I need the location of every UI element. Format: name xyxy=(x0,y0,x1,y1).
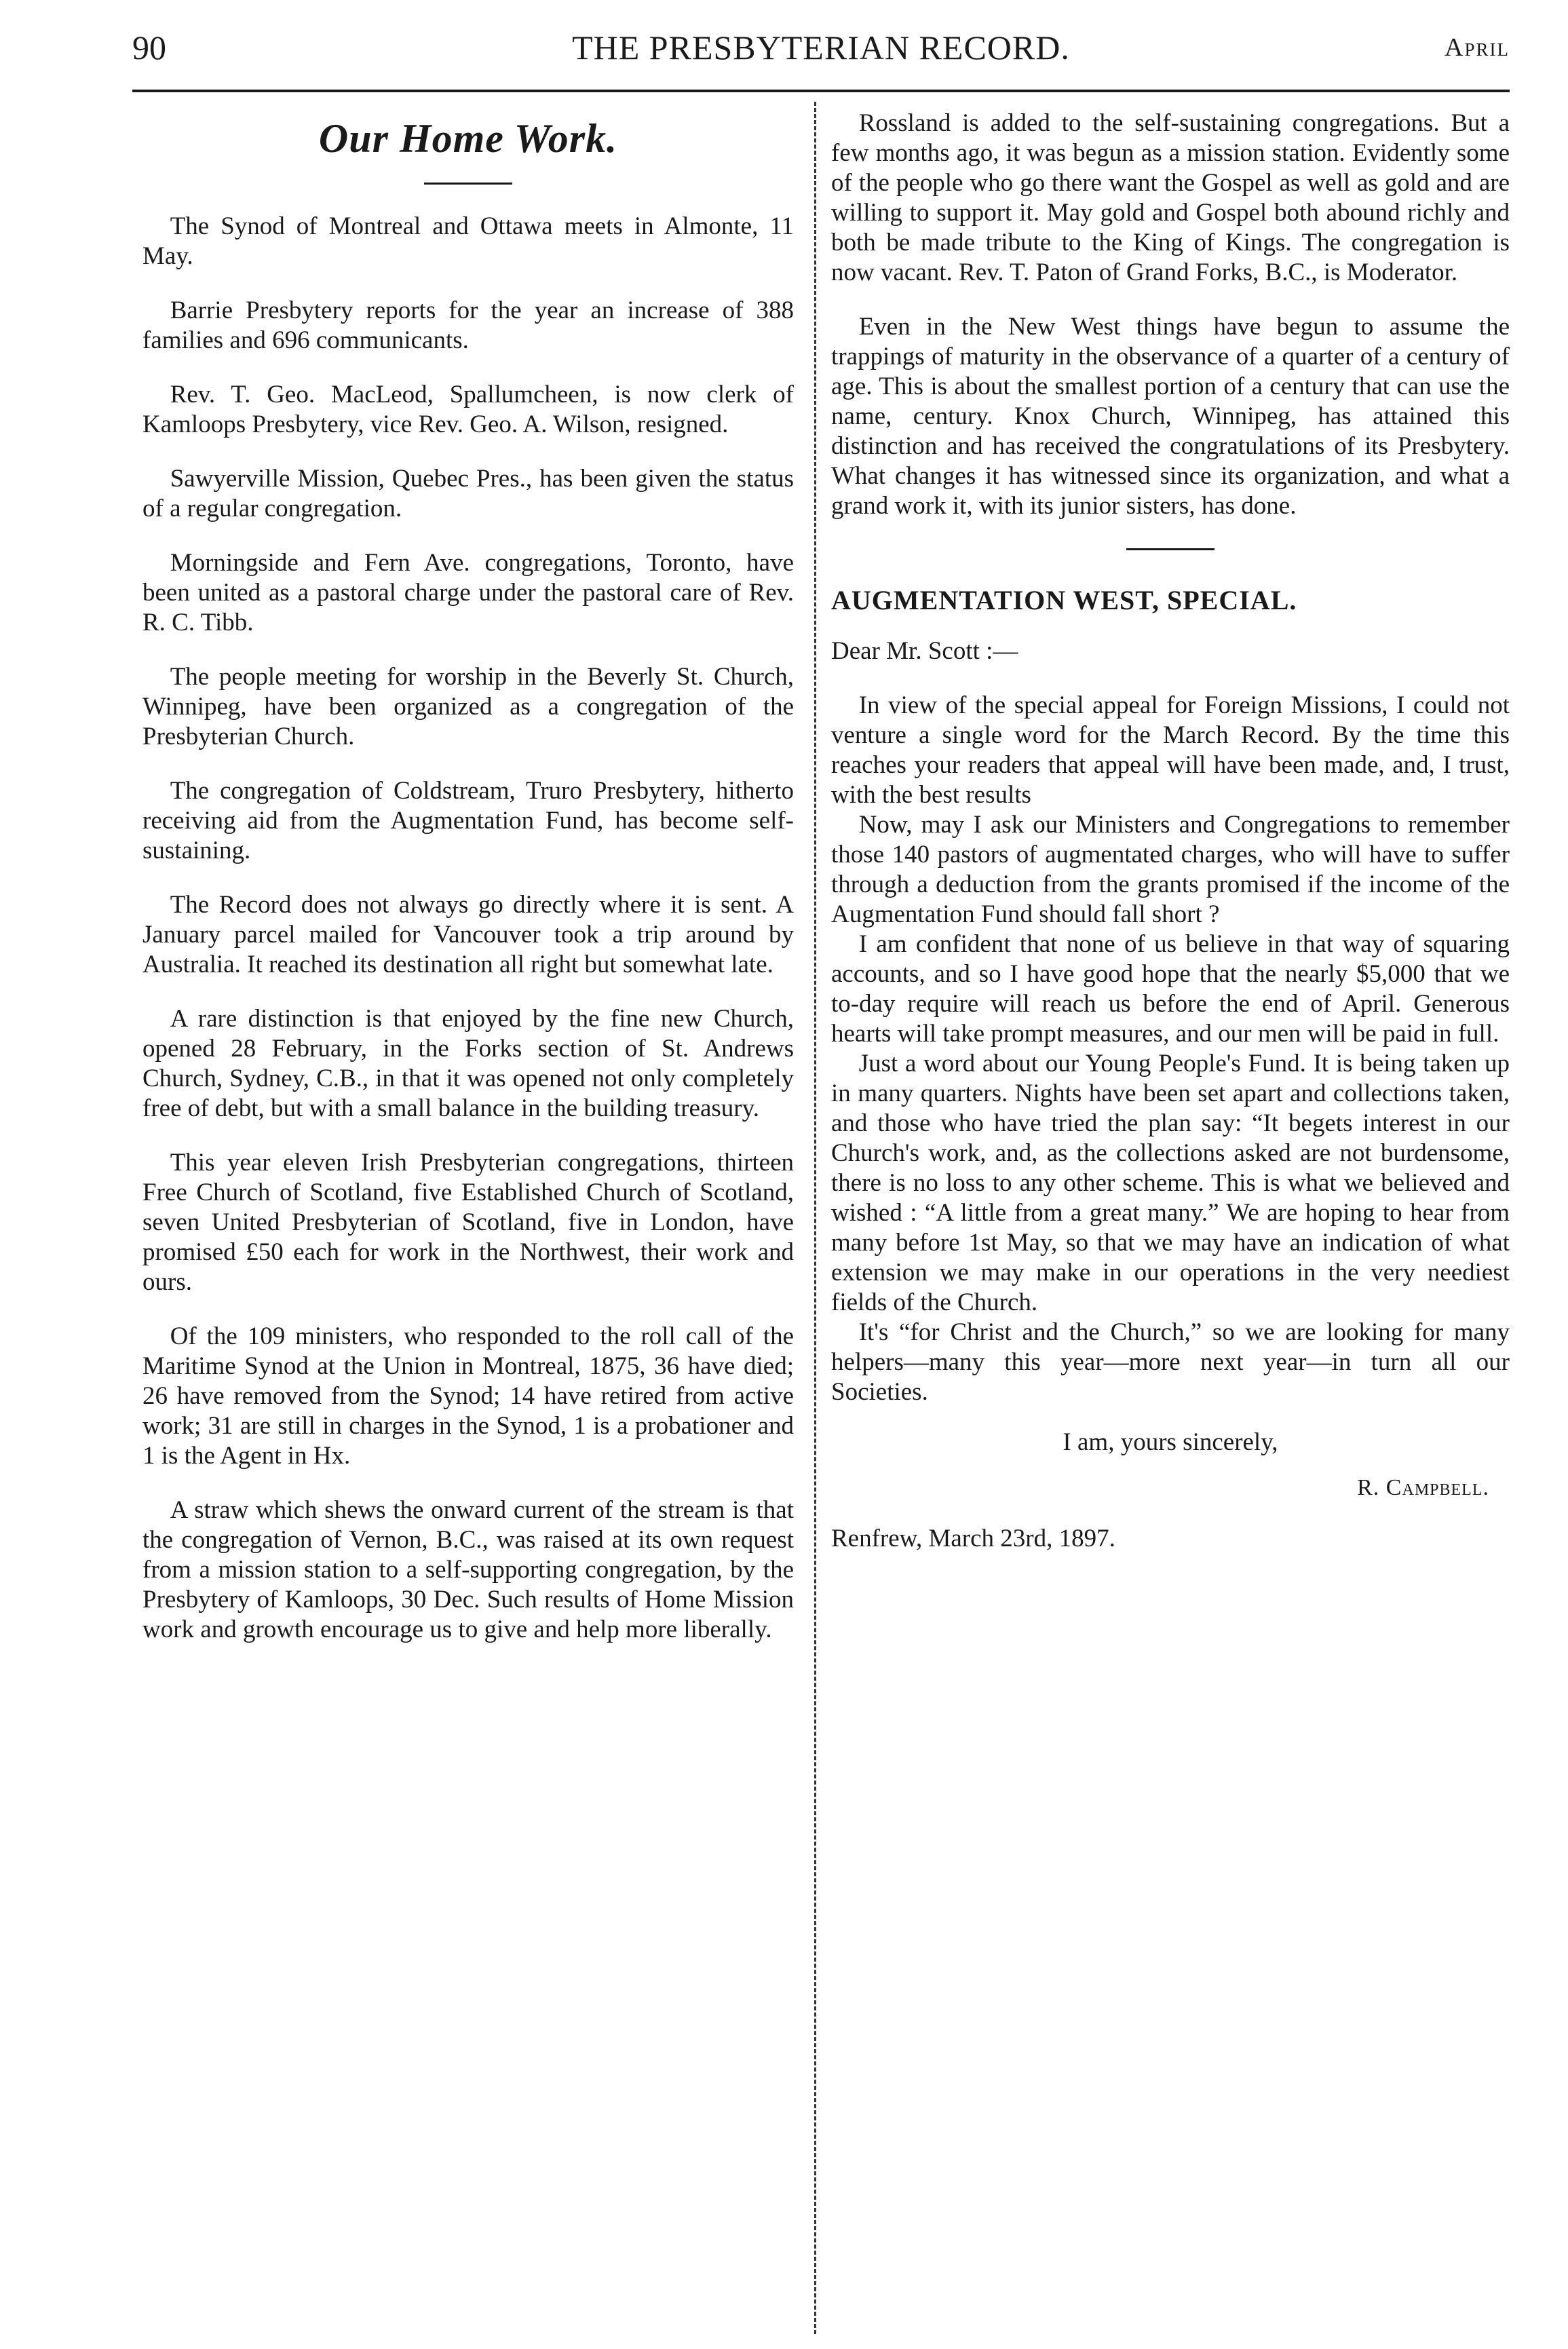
news-item: The people meeting for worship in the Beverly St. Church, Winnipeg, have been organized as a congregation of the Presbyterian Church. xyxy=(142,663,794,750)
news-item: The Synod of Montreal and Ottawa meets in Almonte, 11 May. xyxy=(142,212,794,270)
letter-closing: I am, yours sincerely, xyxy=(1063,1428,1278,1456)
letter-title: AUGMENTATION WEST, SPECIAL. xyxy=(831,585,1297,615)
news-item: A straw which shews the onward current of the stream is that the congregation of Vernon, B.C., was raised at its own request from a mission station to a self-supporting congregation, by the Presbytery of Kamloops, 30 Dec. Such results of Home Mission work and growth encourage us to give and help more liberally. xyxy=(142,1496,794,1643)
running-header xyxy=(132,27,1510,68)
left-column xyxy=(142,109,794,1669)
letter-paragraph: In view of the special appeal for Foreign Missions, I could not venture a single word for the March Record. By the time this reaches your readers that appeal will have been made, and, I trust, with the best results xyxy=(831,691,1510,809)
news-item: The congregation of Coldstream, Truro Presbytery, hitherto receiving aid from the Augmentation Fund, has become self-sustaining. xyxy=(142,777,794,864)
letter-paragraph: Just a word about our Young People's Fund. It is being taken up in many quarters. Nights have been set apart and collections taken, and those who have tried the plan say: “It begets interest in our Church's work, and, as the collections asked are not burdensome, there is no loss to any other scheme. This is what we believed and wished : “A little from a great many.” We are hoping to hear from many before 1st May, so that we may have an indication of what extension we may make in our operations in the very neediest fields of the Church. xyxy=(831,1050,1510,1316)
news-item: Even in the New West things have begun to assume the trappings of maturity in the observance of a quarter of a century of age. This is about the smallest portion of a century that can use the name, century. Knox Church, Winnipeg, has attained this distinction and has received the congratulations of its Presbytery. What changes it has witnessed since its organization, and what a grand work it, with its junior sisters, has done. xyxy=(831,313,1510,520)
letter-signature: R. Campbell. xyxy=(1357,1475,1489,1500)
column-divider xyxy=(814,102,816,2334)
letter-paragraph: Now, may I ask our Ministers and Congregations to remember those 140 pastors of augmentated charges, who will have to suffer through a deduction from the grants promised if the income of the Augmentation Fund should fall short ? xyxy=(831,811,1510,928)
section-heading: Our Home Work. xyxy=(318,116,618,161)
news-item: Barrie Presbytery reports for the year an increase of 388 families and 696 communicants. xyxy=(142,297,794,354)
section-rule xyxy=(1126,548,1215,550)
news-item: A rare distinction is that enjoyed by the fine new Church, opened 28 February, in the Forks section of St. Andrews Church, Sydney, C.B., in that it was opened not only completely free of debt, but with a small balance in the building treasury. xyxy=(142,1005,794,1122)
letter-paragraph: It's “for Christ and the Church,” so we are looking for many helpers—many this year—more next year—in turn all our Societies. xyxy=(831,1318,1510,1406)
news-item: This year eleven Irish Presbyterian congregations, thirteen Free Church of Scotland, five Established Church of Scotland, seven United Presbyterian of Scotland, five in London, have promised £50 each for work in the Northwest, their work and ours. xyxy=(142,1149,794,1296)
news-item: Of the 109 ministers, who responded to the roll call of the Maritime Synod at the Union in Montreal, 1875, 36 have died; 26 have removed from the Synod; 14 have retired from active work; 31 are still in charges in the Synod, 1 is a probationer and 1 is the Agent in Hx. xyxy=(142,1322,794,1470)
page-number: 90 xyxy=(132,28,166,66)
right-column xyxy=(831,109,1510,1554)
news-item: Morningside and Fern Ave. congregations, Toronto, have been united as a pastoral charge under the pastoral care of Rev. R. C. Tibb. xyxy=(142,549,794,636)
letter-salutation: Dear Mr. Scott :— xyxy=(831,637,1018,665)
news-item: The Record does not always go directly where it is sent. A January parcel mailed for Vancouver took a trip around by Australia. It reached its destination all right but somewhat late. xyxy=(142,891,794,978)
header-rule xyxy=(132,90,1510,92)
news-item: Rev. T. Geo. MacLeod, Spallumcheen, is now clerk of Kamloops Presbytery, vice Rev. Geo. A. Wilson, resigned. xyxy=(142,381,794,438)
publication-title: THE PRESBYTERIAN RECORD. xyxy=(572,28,1070,66)
news-item: Rossland is added to the self-sustaining congregations. But a few months ago, it was begun as a mission station. Evidently some of the people who go there want the Gospel as well as gold and are willing to support it. May gold and Gospel both abound richly and both be made tribute to the King of Kings. The congregation is now vacant. Rev. T. Paton of Grand Forks, B.C., is Moderator. xyxy=(831,109,1510,286)
letter-place-date: Renfrew, March 23rd, 1897. xyxy=(831,1525,1115,1552)
issue-month: April xyxy=(1445,33,1510,62)
letter-paragraph: I am confident that none of us believe in that way of squaring accounts, and so I have good hope that the nearly $5,000 that we to-day require will reach us before the end of April. Generous hearts will take prompt measures, and our men will be paid in full. xyxy=(831,930,1510,1048)
news-item: Sawyerville Mission, Quebec Pres., has been given the status of a regular congregation. xyxy=(142,465,794,522)
heading-rule xyxy=(424,183,512,185)
